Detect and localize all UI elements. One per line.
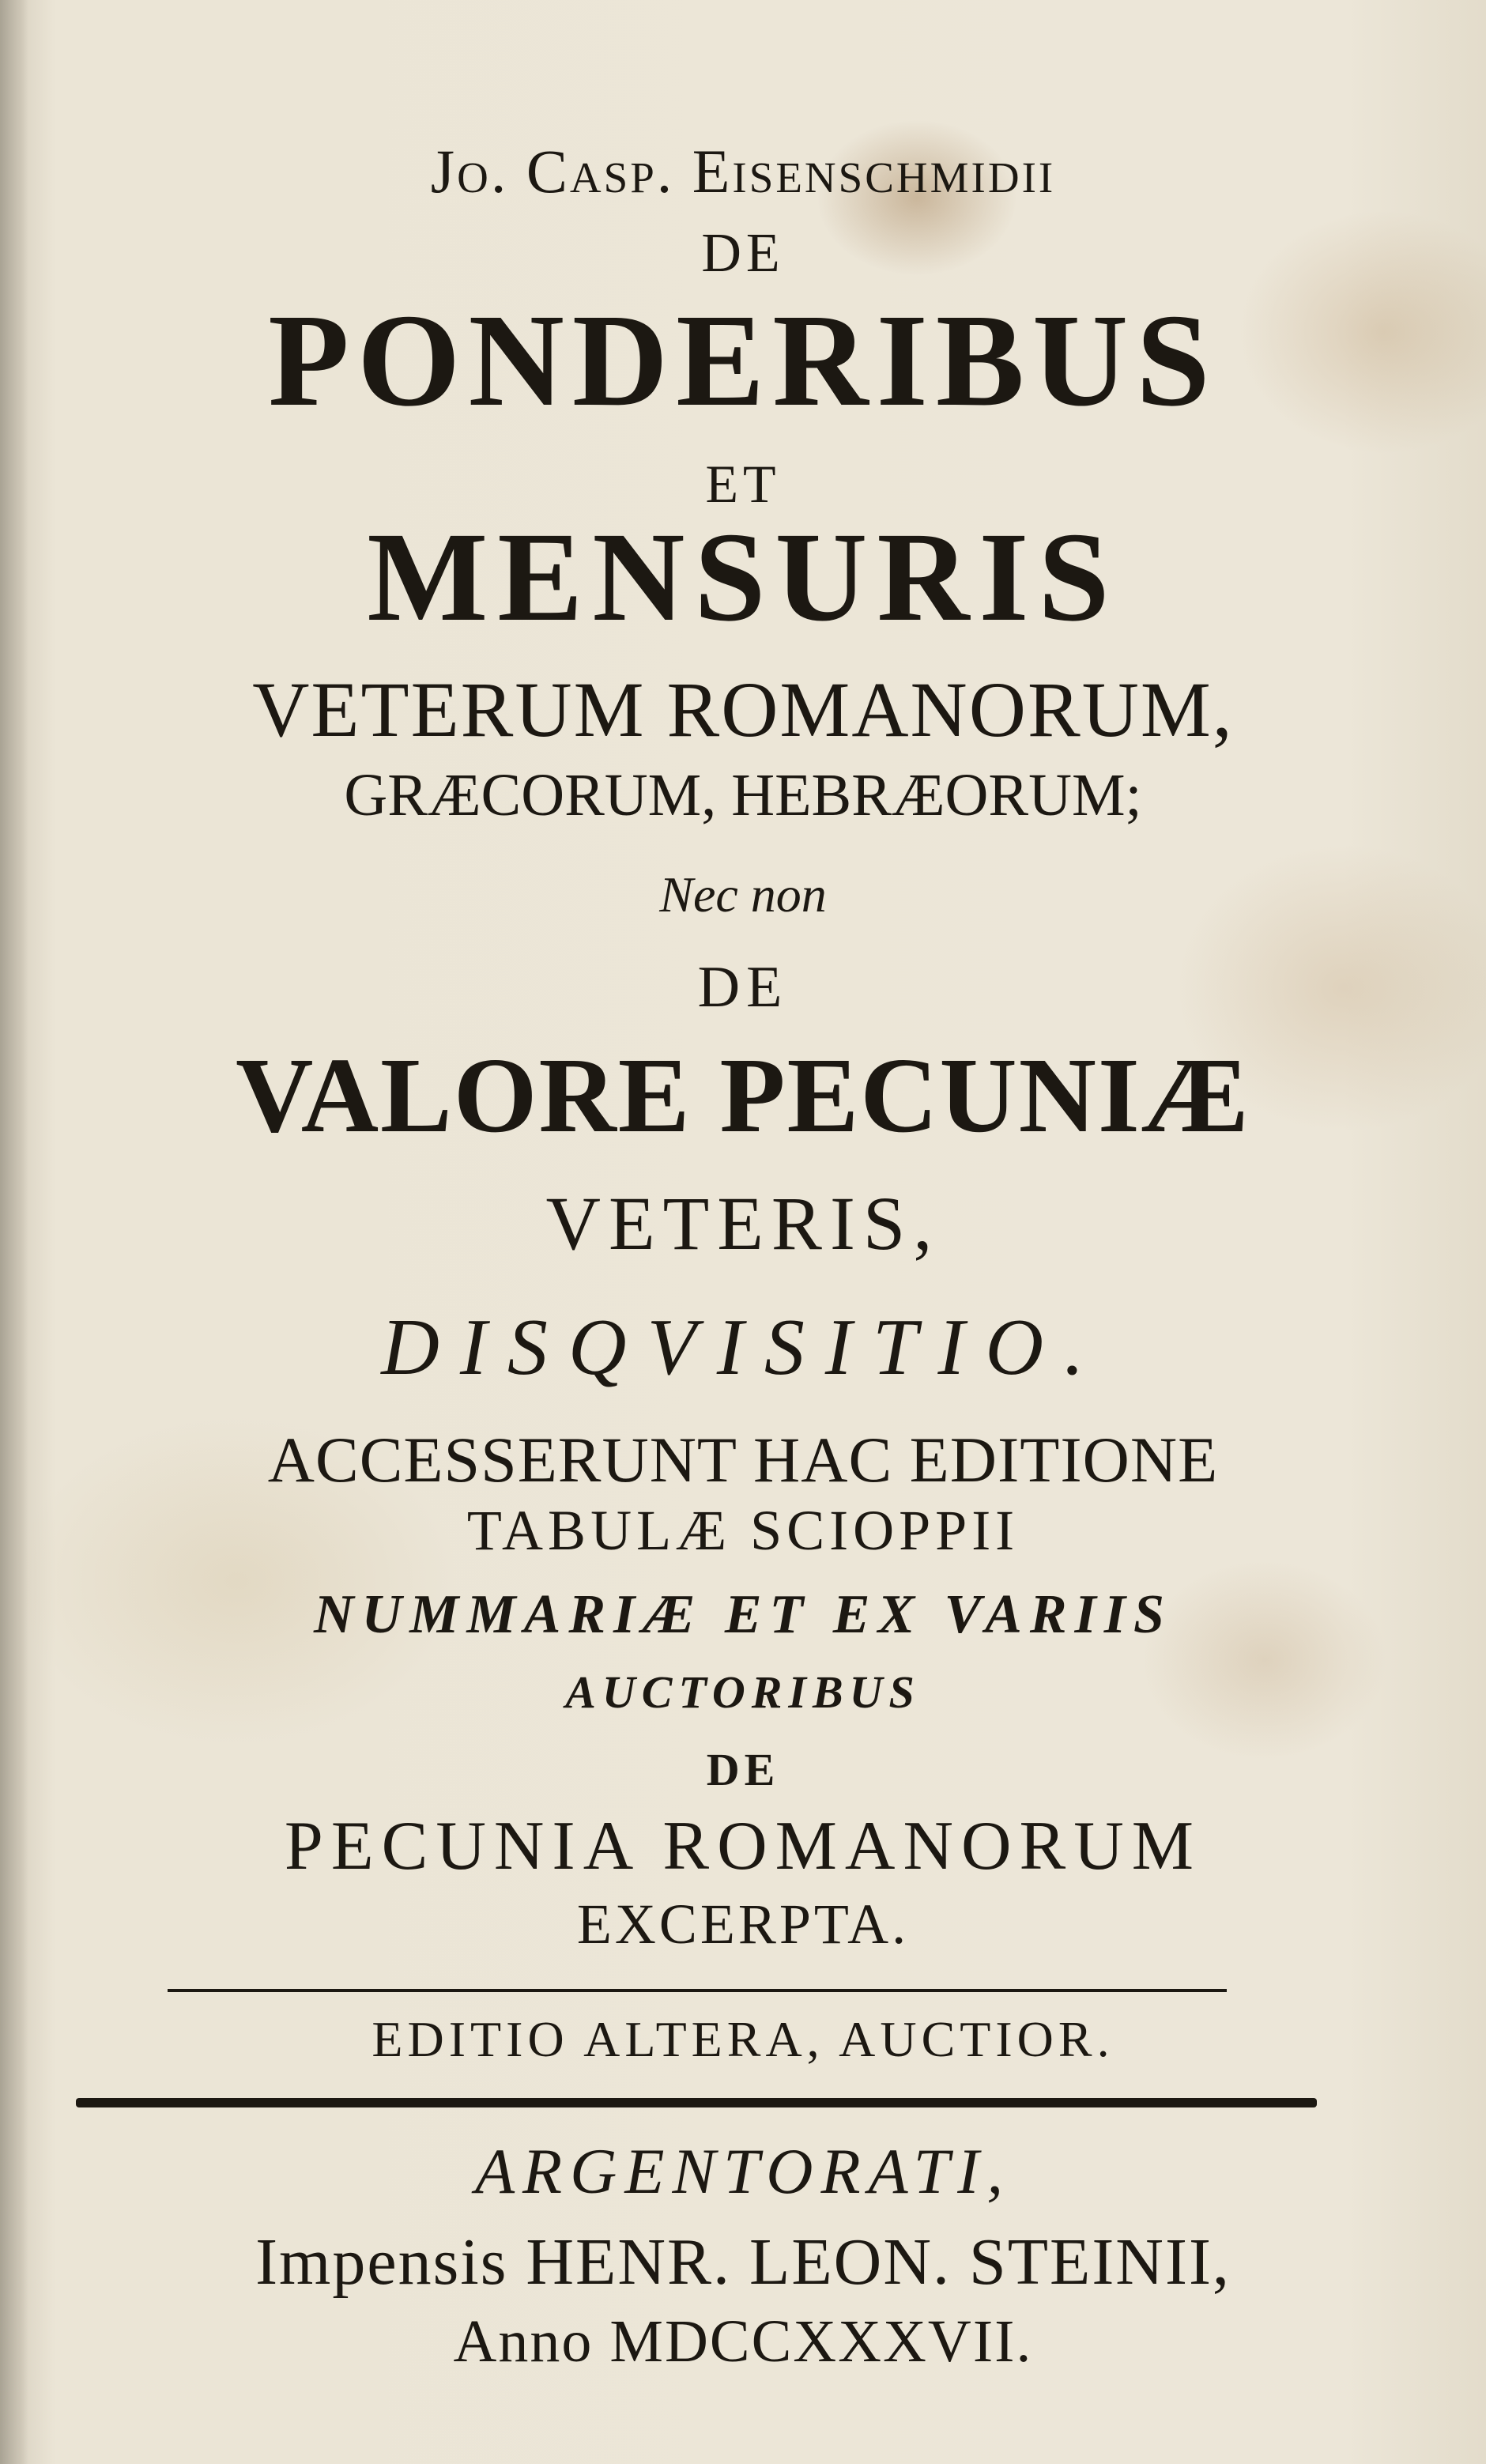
tabulae-scioppii-line: TABULÆ SCIOPPII <box>466 1499 1020 1562</box>
edition-line: EDITIO ALTERA, AUCTIOR. <box>372 2011 1114 2067</box>
thin-rule <box>168 1989 1227 1992</box>
year-line: Anno MDCCXXXVII. <box>453 2308 1033 2375</box>
mensuris-heading: MENSURIS <box>367 507 1119 648</box>
place-line: ARGENTORATI, <box>474 2135 1012 2207</box>
graecorum-hebraeorum-line: GRÆCORUM, HEBRÆORUM; <box>344 762 1142 828</box>
excerpta-line: EXCERPTA. <box>576 1892 910 1956</box>
de-line-2: DE <box>697 955 789 1020</box>
auctoribus-line: AUCTORIBUS <box>565 1666 921 1718</box>
thick-rule <box>76 2098 1317 2107</box>
accesserunt-line: ACCESSERUNT HAC EDITIONE <box>267 1424 1219 1496</box>
nec-non-line: Nec non <box>659 866 827 923</box>
ponderibus-heading: PONDERIBUS <box>268 287 1218 434</box>
pecunia-romanorum-line: PECUNIA ROMANORUM <box>284 1808 1202 1885</box>
et-line: ET <box>705 454 781 514</box>
nummariae-line: NUMMARIÆ ET EX VARIIS <box>314 1584 1172 1645</box>
veterum-romanorum-line: VETERUM ROMANORUM, <box>252 666 1234 753</box>
author-line: Jo. Casp. Eisenschmidii <box>430 137 1056 206</box>
publisher-line: Impensis HENR. LEON. STEINII, <box>255 2225 1231 2299</box>
de-line-1: DE <box>701 223 785 284</box>
veteris-line: VETERIS, <box>545 1181 941 1266</box>
de-line-3: DE <box>706 1744 780 1795</box>
valore-pecuniae-heading: VALORE PECUNIÆ <box>236 1036 1250 1155</box>
disquisitio-line: DISQVISITIO. <box>381 1303 1105 1392</box>
